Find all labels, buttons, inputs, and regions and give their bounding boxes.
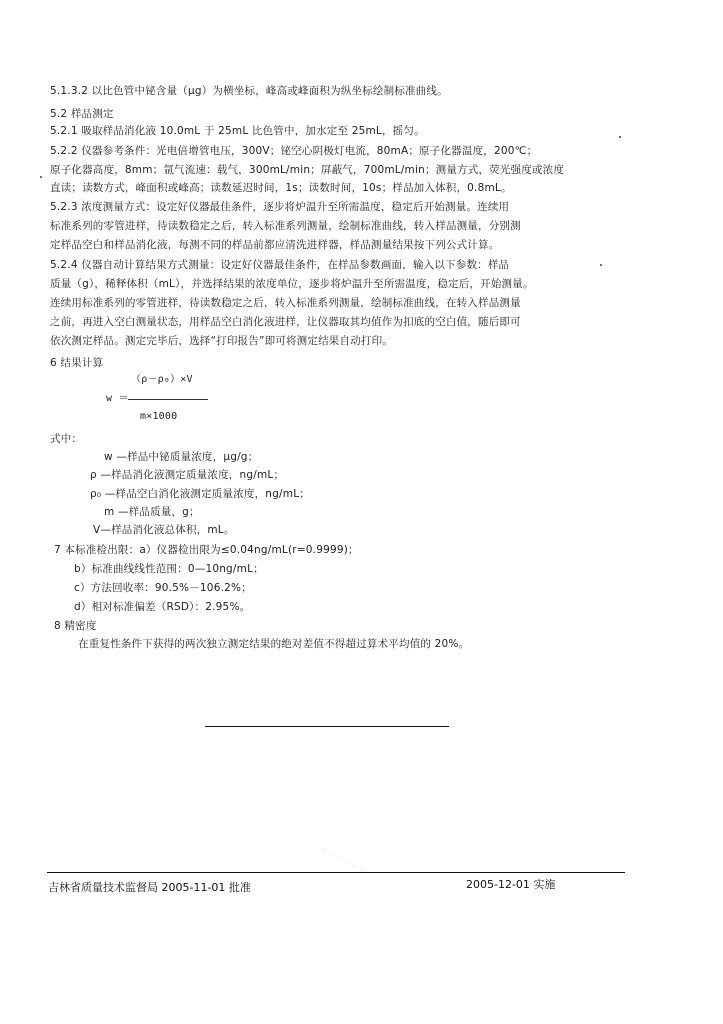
section-8-heading: 8 精密度: [54, 620, 97, 632]
limit-item-d: d）相对标准偏差（RSD）：2.95%。: [74, 601, 251, 613]
clause-5-2-2-line-1: 5.2.2 仪器参考条件：光电倍增管电压，300V；铋空心阴极灯电流，80mA；原子化器温度，200℃；: [50, 145, 538, 157]
variable-definition: ρ₀ —样品空白消化液测定质量浓度，ng/mL；: [90, 488, 310, 500]
formula-lhs: w ＝: [106, 393, 129, 404]
section-5-2-heading: 5.2 样品测定: [50, 108, 114, 120]
clause-5-2-3-line-1: 5.2.3 浓度测量方式：设定好仪器最佳条件，逐步将炉温升至所需温度，稳定后开始测量。连续用: [50, 201, 510, 213]
clause-5-2-2-line-3: 直读；读数方式，峰面积或峰高；读数延迟时间，1s；读数时间，10s；样品加入体积，0.8mL。: [50, 182, 512, 194]
scan-speck: [40, 176, 42, 178]
clause-5-2-3-line-2: 标准系列的零管进样，待读数稳定之后，转入标准系列测量，绘制标准曲线，转入样品测量，分别测: [50, 220, 521, 232]
footer-implementation: 2005-12-01 实施: [466, 878, 556, 891]
clause-5-2-2-line-2: 原子化器高度，8mm；氩气流速：载气，300mL/min；屏蔽气，700mL/min；测量方式，荧光强度或浓度: [50, 164, 565, 176]
section-7-heading: 7 本标准检出限：a）仪器检出限为≤0.04ng/mL(r=0.9999)；: [54, 544, 359, 556]
formula-fraction-bar: [128, 399, 208, 400]
formula-denominator: m×1000: [140, 411, 178, 422]
variable-definition: ρ —样品消化液测定质量浓度，ng/mL；: [90, 469, 285, 481]
clause-5-2-4-line-2: 质量（g），稀释体积（mL），并选择结果的浓度单位，逐步将炉温升至所需温度，稳定后，开始测量。: [50, 278, 534, 290]
end-rule: [205, 726, 449, 727]
clause-5-2-4-line-3: 连续用标准系列的零管进样，待读数稳定之后，转入标准系列测量，绘制标准曲线，在转入样品测量: [50, 297, 521, 309]
clause-5-2-4-line-1: 5.2.4 仪器自动计算结果方式测量：设定好仪器最佳条件，在样品参数画面，输入以下参数：样品: [50, 259, 510, 271]
variable-definition: w —样品中铋质量浓度，μg/g；: [104, 451, 259, 463]
precision-text: 在重复性条件下获得的两次独立测定结果的绝对差值不得超过算术平均值的 20%。: [78, 638, 470, 650]
variable-definition: m —样品质量，g；: [104, 506, 200, 518]
variable-definition: V—样品消化液总体积，mL。: [93, 524, 235, 536]
scan-speck: [600, 264, 602, 266]
footer-rule: [47, 872, 625, 873]
limit-item-b: b）标准曲线线性范围：0—10ng/mL；: [74, 563, 264, 575]
scan-speck: [619, 136, 621, 138]
clause-5-2-3-line-3: 定样品空白和样品消化液，每测不同的样品前都应清洗进样器，样品测量结果按下列公式计算。: [50, 239, 500, 251]
footer-approval: 吉林省质量技术监督局 2005-11-01 批准: [48, 881, 251, 894]
watermark: ··· ··· ··· ··· ··· ···: [318, 845, 368, 877]
where-label: 式中：: [50, 433, 83, 445]
section-6-heading: 6 结果计算: [50, 357, 104, 369]
clause-5-2-1: 5.2.1 吸取样品消化液 10.0mL 于 25mL 比色管中，加水定至 25mL，摇匀。: [50, 125, 425, 137]
clause-5-2-4-line-4: 之前，再进入空白测量状态，用样品空白消化液进样，让仪器取其均值作为扣底的空白值，随后即可: [50, 316, 521, 328]
clause-5-1-3-2: 5.1.3.2 以比色管中铋含量（μg）为横坐标，峰高或峰面积为纵坐标绘制标准曲线。: [50, 85, 448, 97]
limit-item-c: c）方法回收率：90.5%－106.2%；: [74, 582, 252, 594]
formula-numerator: （ρ－ρ₀）×V: [131, 374, 193, 385]
clause-5-2-4-line-5: 依次测定样品。测定完毕后，选择“打印报告”即可将测定结果自动打印。: [50, 335, 393, 347]
